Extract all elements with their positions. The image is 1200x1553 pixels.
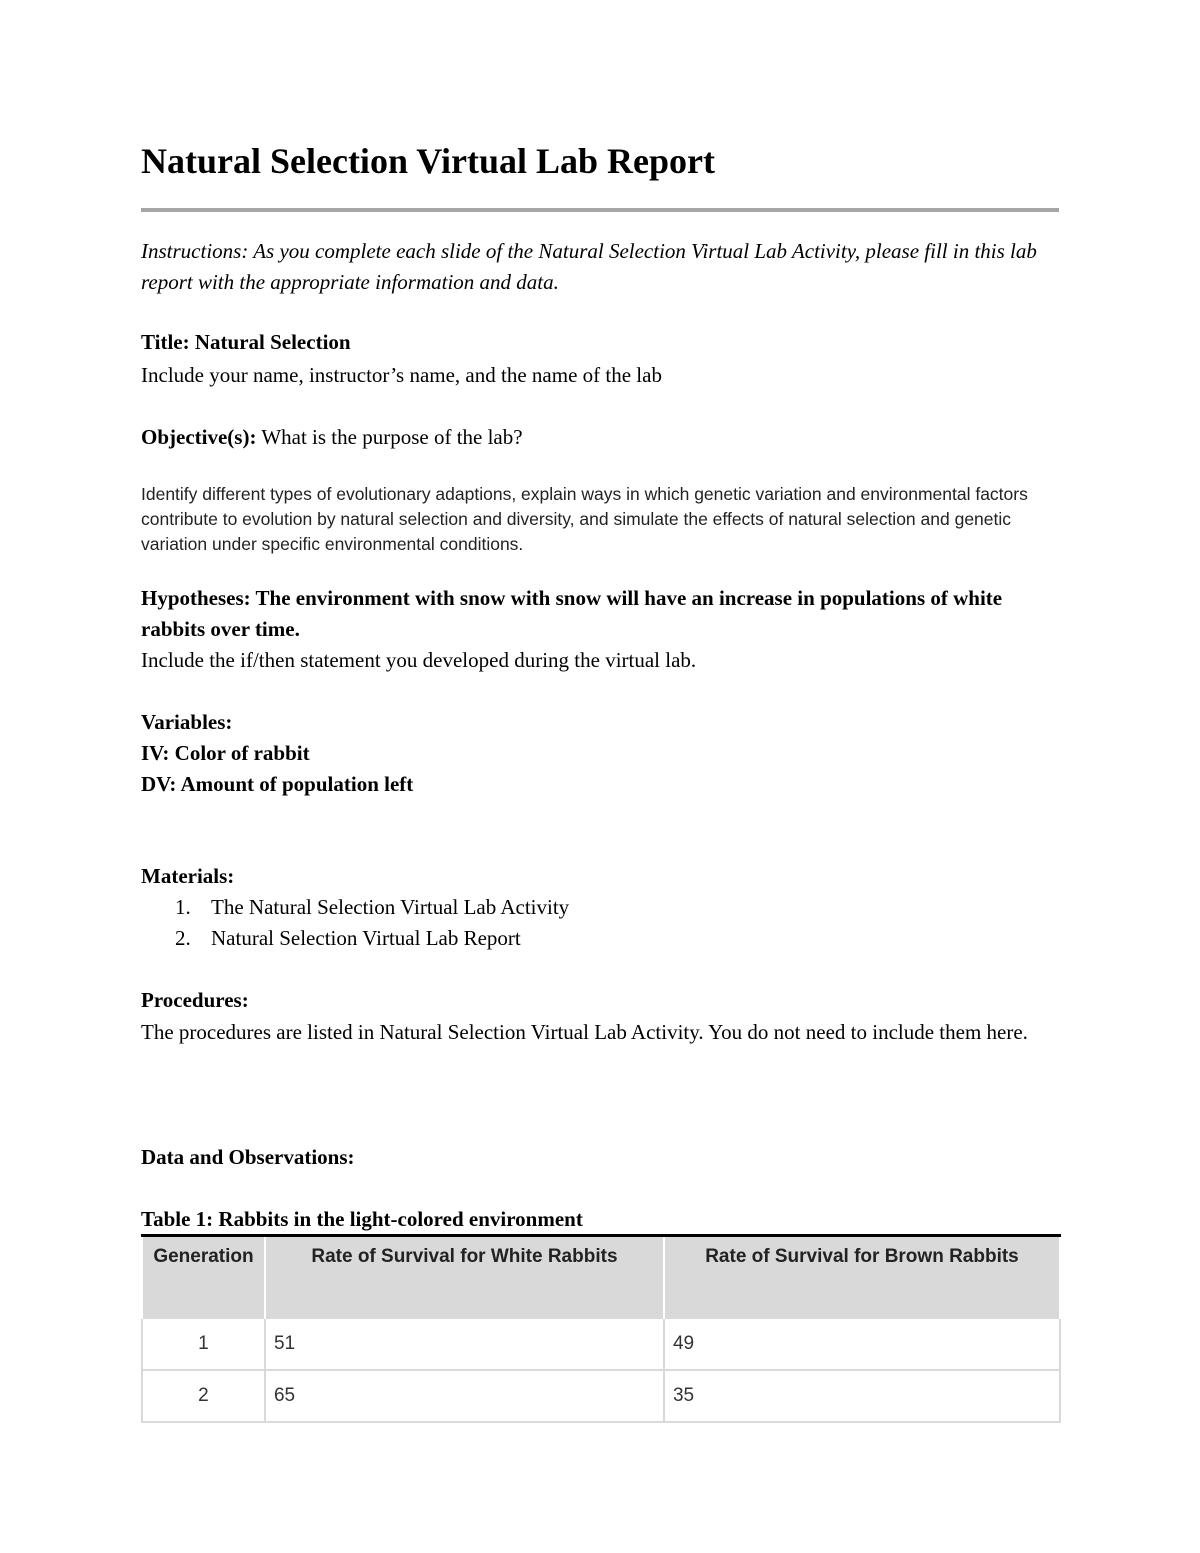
data-table-container: [141, 1234, 1061, 1423]
dependent-variable: DV: Amount of population left: [141, 772, 414, 796]
objective-label: Objective(s):: [141, 425, 257, 449]
table-header-row: [142, 1236, 1060, 1319]
table-cell: 49: [664, 1318, 1060, 1370]
table-cell: 2: [142, 1370, 265, 1422]
list-item-text: Natural Selection Virtual Lab Report: [211, 926, 521, 950]
table-row: [142, 1318, 1060, 1370]
procedures-label: Procedures:: [141, 988, 249, 1012]
materials-list: [141, 892, 1061, 954]
list-item: [141, 923, 1061, 954]
instructions-text: Instructions: As you complete each slide of the Natural Selection Virtual Lab Activity, please fill in this lab report with the appropriate information and data.: [141, 239, 1037, 294]
table-cell: 51: [265, 1318, 664, 1370]
column-header: Generation: [142, 1236, 265, 1319]
column-header: Rate of Survival for White Rabbits: [265, 1236, 664, 1319]
table-cell: 65: [265, 1370, 664, 1422]
table-caption: Table 1: Rabbits in the light-colored environment: [141, 1207, 583, 1231]
table-row: [142, 1370, 1060, 1422]
procedures-text: The procedures are listed in Natural Selection Virtual Lab Activity. You do not need to include them here.: [141, 1020, 1028, 1044]
data-observations-label: Data and Observations:: [141, 1145, 355, 1169]
table-cell: 35: [664, 1370, 1060, 1422]
list-item: [141, 892, 1061, 923]
document-title: Natural Selection Virtual Lab Report: [141, 141, 715, 181]
variables-label: Variables:: [141, 710, 233, 734]
list-item-number: 2.: [175, 926, 191, 950]
objective-prompt: What is the purpose of the lab?: [261, 425, 523, 449]
title-divider: [141, 208, 1059, 212]
hypotheses-hint: Include the if/then statement you developed during the virtual lab.: [141, 648, 697, 672]
table-cell: 1: [142, 1318, 265, 1370]
title-section-label: Title: Natural Selection: [141, 330, 351, 354]
column-header: Rate of Survival for Brown Rabbits: [664, 1236, 1060, 1319]
title-section-hint: Include your name, instructor’s name, and the name of the lab: [141, 363, 662, 387]
objective-answer: Identify different types of evolutionary adaptions, explain ways in which genetic variation and environmental factors contribute to evolution by natural selection and diversity, and simulate the effects of natural selection and genetic variation under specific environmental conditions.: [141, 484, 1028, 554]
hypotheses-text: Hypotheses: The environment with snow with snow will have an increase in populations of white rabbits over time.: [141, 586, 1003, 641]
materials-label: Materials:: [141, 864, 235, 888]
list-item-number: 1.: [175, 895, 191, 919]
list-item-text: The Natural Selection Virtual Lab Activity: [211, 895, 570, 919]
independent-variable: IV: Color of rabbit: [141, 741, 310, 765]
data-table: [141, 1234, 1061, 1423]
objective-line: [141, 422, 1061, 453]
